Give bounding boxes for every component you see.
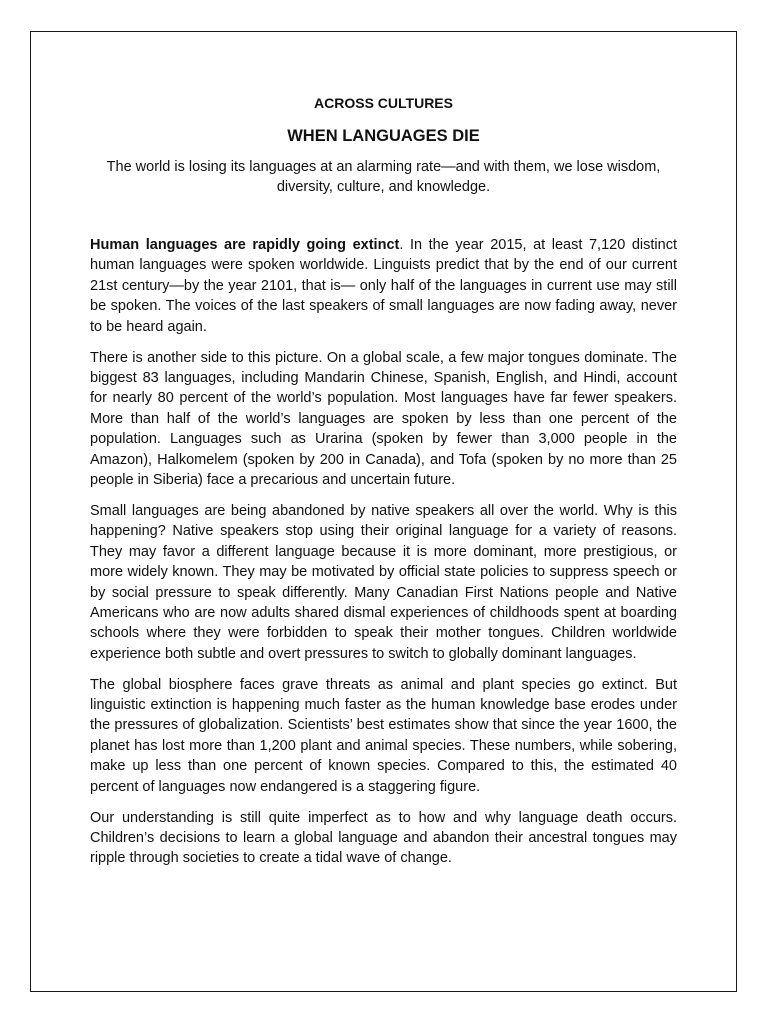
paragraph-5 xyxy=(90,808,677,869)
paragraph-3 xyxy=(90,501,677,664)
paragraph-2 xyxy=(90,348,677,491)
paragraph-text: There is another side to this picture. On a global scale, a few major tongues dominate. The biggest 83 languages, including Mandarin Chinese, Spanish, English, and Hindi, account for nearly 80 percent of the world’s population. Most languages have far fewer speakers. More than half of the world’s languages are spoken by less than one percent of the population. Languages such as Urarina (spoken by fewer than 3,000 people in the Amazon), Halkomelem (spoken by 200 in Canada), and Tofa (spoken by no more than 25 people in Siberia) face a precarious and uncertain future. xyxy=(90,349,677,488)
article-body xyxy=(90,235,677,869)
section-label: ACROSS CULTURES xyxy=(314,95,453,111)
paragraph-1 xyxy=(90,235,677,337)
paragraph-lead: Human languages are rapidly going extinct xyxy=(90,237,400,253)
paragraph-text: The global biosphere faces grave threats as animal and plant species go extinct. But linguistic extinction is happening much faster as the human knowledge base erodes under the pressures of globalization. Scientists’ best estimates show that since the year 1600, the planet has lost more than 1,200 plant and animal species. These numbers, while sobering, make up less than one percent of known species. Compared to this, the estimated 40 percent of languages now endangered is a staggering figure. xyxy=(90,676,677,795)
paragraph-text: . In the year 2015, at least 7,120 distinct human languages were spoken worldwide. Linguists predict that by the end of our current 21st century—by the year 2101, that is— only half of the languages in current use may still be spoken. The voices of the last speakers of small languages are now fading away, never to be heard again. xyxy=(90,237,677,335)
article xyxy=(90,94,677,879)
document-page xyxy=(30,31,737,992)
article-title: WHEN LANGUAGES DIE xyxy=(287,127,480,145)
paragraph-text: Our understanding is still quite imperfect as to how and why language death occurs. Children’s decisions to learn a global language and abandon their ancestral tongues may ripple through societies to create a tidal wave of change. xyxy=(90,809,677,867)
article-subtitle: The world is losing its languages at an alarming rate—and with them, we lose wisdom, diversity, culture, and knowledge. xyxy=(106,159,661,195)
paragraph-text: Small languages are being abandoned by native speakers all over the world. Why is this happening? Native speakers stop using their original language for a variety of reasons. They may favor a different language because it is more dominant, more prestigious, or more widely known. They may be motivated by official state policies to suppress speech or by social pressure to speak differently. Many Canadian First Nations people and Native Americans who are now adults shared dismal experiences of childhoods spent at boarding schools where they were forbidden to speak their mother tongues. Children worldwide experience both subtle and overt pressures to switch to globally dominant languages. xyxy=(90,502,677,662)
paragraph-4 xyxy=(90,675,677,797)
